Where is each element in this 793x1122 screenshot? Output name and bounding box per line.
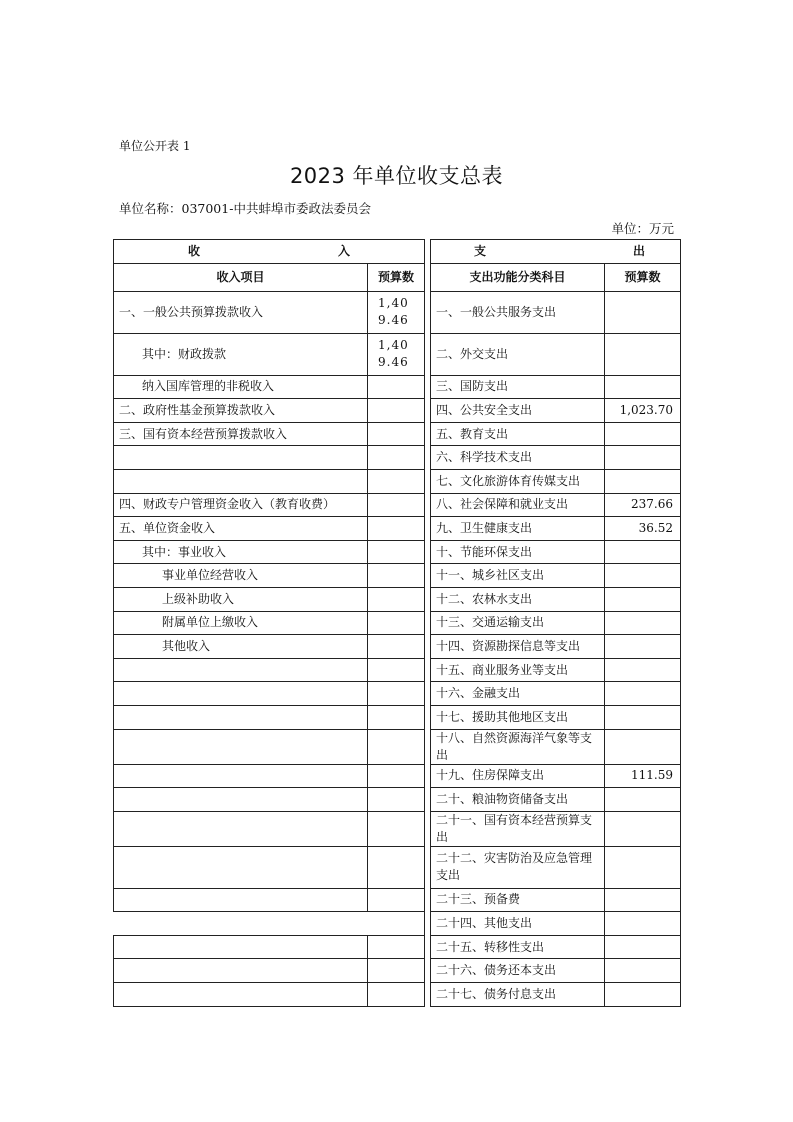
income-budget-cell: [368, 540, 425, 564]
table-row: [114, 399, 681, 423]
income-budget-cell: [368, 888, 425, 912]
table-row: [114, 729, 681, 764]
income-budget-cell: [368, 729, 425, 764]
expense-item-cell: 二十五、转移性支出: [431, 935, 605, 959]
expense-budget-cell: [605, 540, 681, 564]
expense-budget-cell: [605, 564, 681, 588]
table-row: [114, 564, 681, 588]
income-char-1: 收: [187, 243, 200, 258]
income-budget-cell: 1,409.46: [368, 333, 425, 375]
table-row: [114, 888, 681, 912]
income-item-cell: [114, 705, 368, 729]
income-budget-cell: [368, 811, 425, 846]
income-item-cell: 上级补助收入: [114, 587, 368, 611]
expense-item-cell: 十七、援助其他地区支出: [431, 705, 605, 729]
income-item-cell: [114, 658, 368, 682]
expense-budget-header: 预算数: [605, 263, 681, 291]
expense-budget-cell: 1,023.70: [605, 399, 681, 423]
income-item-cell: [114, 811, 368, 846]
table-row: [114, 540, 681, 564]
table-row: [114, 912, 681, 936]
expense-budget-cell: [605, 729, 681, 764]
expense-item-cell: 九、卫生健康支出: [431, 517, 605, 541]
income-item-cell: [114, 764, 368, 788]
table-row: [114, 291, 681, 333]
income-item-cell: [114, 983, 368, 1007]
table-row: [114, 333, 681, 375]
table-row: [114, 959, 681, 983]
expense-budget-cell: [605, 959, 681, 983]
expense-budget-cell: [605, 983, 681, 1007]
income-budget-cell: [368, 517, 425, 541]
income-item-cell: 附属单位上缴收入: [114, 611, 368, 635]
income-expense-table: [113, 239, 681, 1007]
expense-item-cell: 二十三、预备费: [431, 888, 605, 912]
table-row: [114, 935, 681, 959]
expense-item-cell: 十四、资源勘探信息等支出: [431, 635, 605, 659]
income-budget-cell: [368, 959, 425, 983]
expense-item-cell: 二十二、灾害防治及应急管理支出: [431, 846, 605, 888]
table-row: [114, 469, 681, 493]
income-item-cell: 五、单位资金收入: [114, 517, 368, 541]
income-item-cell: [114, 846, 368, 888]
income-budget-cell: [368, 912, 425, 936]
expense-item-cell: 十一、城乡社区支出: [431, 564, 605, 588]
unit-name: 单位名称：037001-中共蚌埠市委政法委员会: [119, 201, 371, 216]
expense-char-1: 支: [474, 243, 487, 258]
income-item-cell: 一、一般公共预算拨款收入: [114, 291, 368, 333]
table-row: [114, 811, 681, 846]
income-item-cell: [114, 788, 368, 812]
table-row: [114, 682, 681, 706]
income-item-cell: [114, 935, 368, 959]
expense-item-cell: 十、节能环保支出: [431, 540, 605, 564]
income-budget-cell: [368, 983, 425, 1007]
income-item-cell: [114, 446, 368, 470]
income-budget-cell: [368, 682, 425, 706]
expense-budget-cell: [605, 912, 681, 936]
income-item-cell: 二、政府性基金预算拨款收入: [114, 399, 368, 423]
expense-item-cell: 六、科学技术支出: [431, 446, 605, 470]
income-budget-cell: [368, 399, 425, 423]
income-budget-cell: [368, 764, 425, 788]
income-item-cell: 纳入国库管理的非税收入: [114, 375, 368, 399]
expense-budget-cell: [605, 375, 681, 399]
expense-budget-cell: [605, 635, 681, 659]
expense-budget-cell: [605, 888, 681, 912]
table-row: [114, 446, 681, 470]
table-row: [114, 422, 681, 446]
income-budget-cell: [368, 375, 425, 399]
expense-budget-cell: [605, 611, 681, 635]
header-row-sections: [114, 240, 681, 264]
income-budget-cell: 1,409.46: [368, 291, 425, 333]
expense-item-cell: 三、国防支出: [431, 375, 605, 399]
income-char-2: 入: [337, 243, 350, 258]
income-item-header: 收入项目: [114, 263, 368, 291]
expense-budget-cell: [605, 705, 681, 729]
table-row: [114, 493, 681, 517]
income-budget-cell: [368, 446, 425, 470]
table-row: [114, 983, 681, 1007]
income-item-cell: [114, 469, 368, 493]
table-row: [114, 517, 681, 541]
income-section-header: [114, 240, 425, 264]
table-row: [114, 788, 681, 812]
income-budget-cell: [368, 422, 425, 446]
expense-item-cell: 十六、金融支出: [431, 682, 605, 706]
expense-item-cell: 七、文化旅游体育传媒支出: [431, 469, 605, 493]
unit-measure: 单位：万元: [611, 221, 674, 236]
table-row: [114, 705, 681, 729]
expense-item-cell: 二十、粮油物资储备支出: [431, 788, 605, 812]
expense-budget-cell: [605, 658, 681, 682]
expense-budget-cell: [605, 682, 681, 706]
income-budget-cell: [368, 587, 425, 611]
table-row: [114, 587, 681, 611]
expense-item-cell: 二十四、其他支出: [431, 912, 605, 936]
expense-char-2: 出: [632, 243, 645, 258]
expense-item-cell: 十三、交通运输支出: [431, 611, 605, 635]
expense-item-cell: 五、教育支出: [431, 422, 605, 446]
expense-item-cell: 十五、商业服务业等支出: [431, 658, 605, 682]
expense-budget-cell: [605, 587, 681, 611]
income-budget-cell: [368, 564, 425, 588]
income-budget-cell: [368, 658, 425, 682]
expense-budget-cell: [605, 291, 681, 333]
expense-budget-cell: 111.59: [605, 764, 681, 788]
income-item-cell: 事业单位经营收入: [114, 564, 368, 588]
income-budget-cell: [368, 469, 425, 493]
expense-budget-cell: [605, 846, 681, 888]
income-budget-cell: [368, 635, 425, 659]
table-row: [114, 764, 681, 788]
expense-budget-cell: [605, 422, 681, 446]
income-budget-cell: [368, 493, 425, 517]
expense-budget-cell: [605, 333, 681, 375]
expense-item-cell: 二十七、债务付息支出: [431, 983, 605, 1007]
expense-item-header: 支出功能分类科目: [431, 263, 605, 291]
expense-item-cell: 十二、农林水支出: [431, 587, 605, 611]
expense-budget-cell: 36.52: [605, 517, 681, 541]
expense-budget-cell: [605, 935, 681, 959]
income-budget-cell: [368, 705, 425, 729]
table-row: [114, 846, 681, 888]
income-budget-cell: [368, 788, 425, 812]
income-item-cell: [114, 888, 368, 912]
income-item-cell: 其中：财政拨款: [114, 333, 368, 375]
expense-budget-cell: [605, 788, 681, 812]
expense-item-cell: 十八、自然资源海洋气象等支出: [431, 729, 605, 764]
income-item-cell: [114, 682, 368, 706]
expense-section-header: [431, 240, 681, 264]
income-item-cell: 四、财政专户管理资金收入（教育收费）: [114, 493, 368, 517]
expense-item-cell: 二十一、国有资本经营预算支出: [431, 811, 605, 846]
expense-budget-cell: [605, 469, 681, 493]
expense-item-cell: 十九、住房保障支出: [431, 764, 605, 788]
income-budget-cell: [368, 611, 425, 635]
table-row: [114, 658, 681, 682]
expense-item-cell: 四、公共安全支出: [431, 399, 605, 423]
page-title: 2023 年单位收支总表: [289, 164, 504, 188]
expense-budget-cell: [605, 446, 681, 470]
income-item-cell: 三、国有资本经营预算拨款收入: [114, 422, 368, 446]
header-row-columns: [114, 263, 681, 291]
income-item-cell: [114, 729, 368, 764]
expense-budget-cell: 237.66: [605, 493, 681, 517]
income-budget-header: 预算数: [368, 263, 425, 291]
document-label: 单位公开表 1: [119, 139, 191, 153]
expense-item-cell: 八、社会保障和就业支出: [431, 493, 605, 517]
table-row: [114, 611, 681, 635]
expense-item-cell: 一、一般公共服务支出: [431, 291, 605, 333]
expense-item-cell: 二十六、债务还本支出: [431, 959, 605, 983]
table-row: [114, 375, 681, 399]
income-item-cell: [114, 959, 368, 983]
income-budget-cell: [368, 846, 425, 888]
income-item-cell: 其中：事业收入: [114, 540, 368, 564]
income-item-cell: 其他收入: [114, 635, 368, 659]
income-budget-cell: [368, 935, 425, 959]
expense-item-cell: 二、外交支出: [431, 333, 605, 375]
income-item-cell: [114, 912, 368, 936]
expense-budget-cell: [605, 811, 681, 846]
table-row: [114, 635, 681, 659]
